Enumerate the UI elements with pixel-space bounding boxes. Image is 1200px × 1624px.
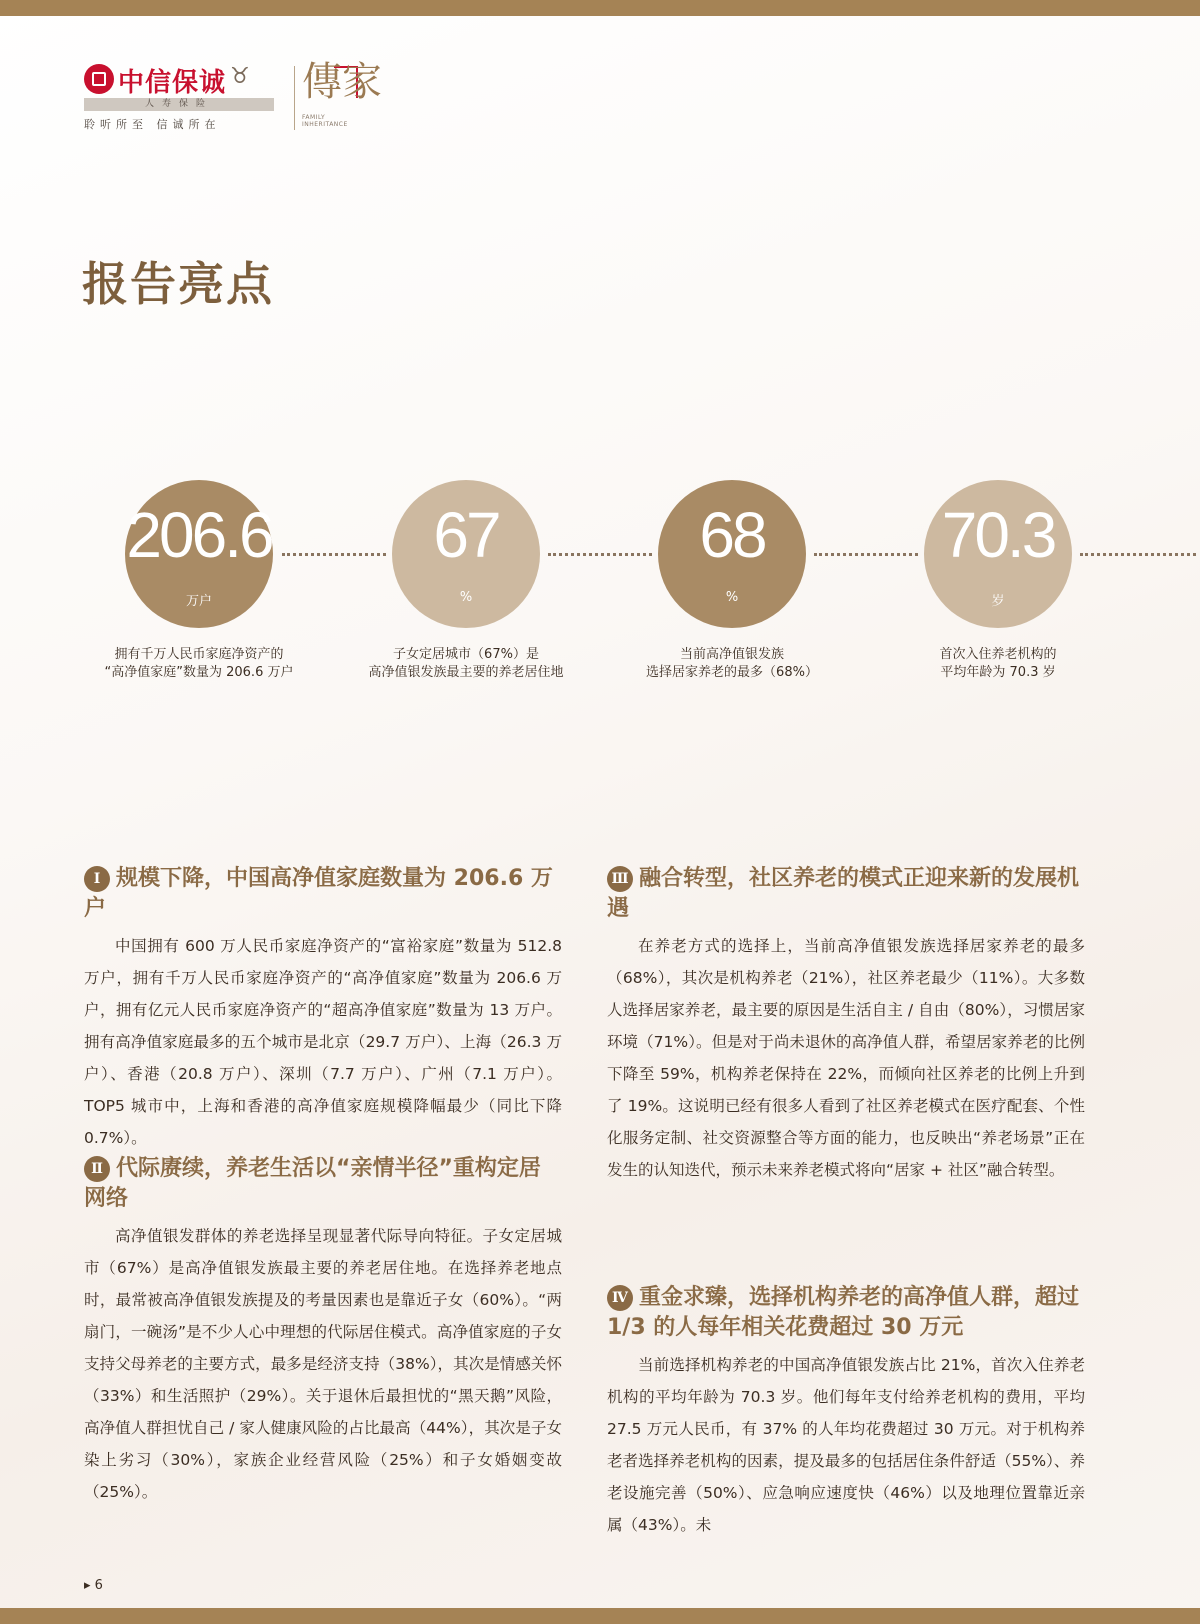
dotted-connector xyxy=(814,553,918,556)
stat-caption xyxy=(69,646,329,682)
section-heading xyxy=(607,1283,1085,1343)
brand-name: 中信保诚 xyxy=(118,68,227,98)
page-number xyxy=(84,1578,103,1593)
header-logo xyxy=(84,59,384,142)
section-title: 重金求臻，选择机构养老的高净值人群，超过 1/3 的人每年相关花费超过 30 万元 xyxy=(607,1285,1080,1340)
stat-value: 206.6 xyxy=(126,499,272,571)
stat-unit: 岁 xyxy=(991,594,1005,609)
caption-line: 平均年龄为 70.3 岁 xyxy=(940,665,1056,680)
page-number-value: 6 xyxy=(94,1578,103,1593)
dotted-connector xyxy=(282,553,386,556)
caption-line: 高净值银发族最主要的养老居住地 xyxy=(368,665,564,680)
inheritance-english: FAMILY INHERITANCE xyxy=(302,114,348,128)
section-heading xyxy=(84,864,562,924)
citic-logo-icon xyxy=(84,64,114,94)
section-scale-decline xyxy=(84,864,562,1154)
ox-emblem-icon: ♉ xyxy=(230,64,250,89)
caption-line: 首次入住养老机构的 xyxy=(939,647,1057,662)
section-institutional-care xyxy=(607,1283,1085,1547)
dotted-connector xyxy=(548,553,652,556)
stat-value: 70.3 xyxy=(941,499,1055,571)
roman-numeral-badge: Ⅲ xyxy=(607,866,633,892)
caption-line: 选择居家养老的最多（68%） xyxy=(646,665,818,680)
section-title: 代际赓续，养老生活以“亲情半径”重构定居网络 xyxy=(84,1156,541,1211)
brand-slogan: 聆听所至 信诚所在 xyxy=(84,118,221,131)
caption-line: “高净值家庭”数量为 206.6 万户 xyxy=(104,665,294,680)
section-generational xyxy=(84,1154,562,1508)
caption-line: 子女定居城市（67%）是 xyxy=(393,647,539,662)
brand-subtitle: 人寿保险 xyxy=(84,98,274,111)
section-body: 在养老方式的选择上，当前高净值银发族选择居家养老的最多（68%），其次是机构养老（21%），社区养老最少（11%）。大多数人选择居家养老，最主要的原因是生活自主 / 自由（80%），习惯居家环境（71%）。但是对于尚未退休的高净值人群，希望居家养老的比例下降至 59%，机构养老保持在 22%，而倾向社区养老的比例上升到了 19%。这说明已经有很多人看到了社区养老模式在医疗配套、个性化服务定制、社交资源整合等方面的能力，也反映出“养老场景”正在发生的认知迭代，预示未来养老模式将向“居家 + 社区”融合转型。 xyxy=(607,937,1085,1179)
roman-numeral-badge: Ⅰ xyxy=(84,866,110,892)
roman-numeral-badge: Ⅳ xyxy=(607,1285,633,1311)
stat-caption xyxy=(602,646,862,682)
stat-unit: % xyxy=(725,590,739,605)
stat-circle-avg-age xyxy=(924,480,1072,628)
inheritance-mark: 傳家 xyxy=(302,59,382,105)
roman-numeral-badge: Ⅱ xyxy=(84,1156,110,1182)
stat-caption xyxy=(868,646,1128,682)
stat-value: 67 xyxy=(433,499,499,571)
section-body: 当前选择机构养老的中国高净值银发族占比 21%，首次入住养老机构的平均年龄为 70.3 岁。他们每年支付给养老机构的费用，平均 27.5 万元人民币，有 37% 的人年均花费超过 30 万元。对于机构养老者选择养老机构的因素，提及最多的包括居住条件舒适（55%）、养老设施完善（50%）、应急响应速度快（46%）以及地理位置靠近亲属（43%）。未 xyxy=(607,1356,1085,1534)
stat-circle-home-care xyxy=(658,480,806,628)
section-title: 规模下降，中国高净值家庭数量为 206.6 万户 xyxy=(84,866,553,921)
stat-value: 68 xyxy=(699,499,765,571)
stat-caption xyxy=(336,646,596,682)
stat-unit: % xyxy=(459,590,473,605)
stat-circle-households xyxy=(125,480,273,628)
stat-circle-children-city xyxy=(392,480,540,628)
section-heading xyxy=(607,864,1085,924)
bottom-accent-bar xyxy=(0,1608,1200,1624)
section-body: 中国拥有 600 万人民币家庭净资产的“富裕家庭”数量为 512.8 万户，拥有千万人民币家庭净资产的“高净值家庭”数量为 206.6 万户，拥有亿元人民币家庭净资产的“超高净值家庭”数量为 13 万户。拥有高净值家庭最多的五个城市是北京（29.7 万户）、上海（26.3 万户）、香港（20.8 万户）、深圳（7.7 万户）、广州（7.1 万户）。TOP5 城市中，上海和香港的高净值家庭规模降幅最少（同比下降 0.7%）。 xyxy=(84,937,562,1147)
caption-line: 当前高净值银发族 xyxy=(679,647,784,662)
section-community-care xyxy=(607,864,1085,1186)
section-heading xyxy=(84,1154,562,1214)
dotted-connector xyxy=(1080,553,1196,556)
logo-divider xyxy=(294,66,295,130)
section-body: 高净值银发群体的养老选择呈现显著代际导向特征。子女定居城市（67%）是高净值银发族最主要的养老居住地。在选择养老地点时，最常被高净值银发族提及的考量因素也是靠近子女（60%）。“两扇门，一碗汤”是不少人心中理想的代际居住模式。高净值家庭的子女支持父母养老的主要方式，最多是经济支持（38%），其次是情感关怀（33%）和生活照护（29%）。关于退休后最担忧的“黑天鹅”风险，高净值人群担忧自己 / 家人健康风险的占比最高（44%），其次是子女染上劣习（30%），家族企业经营风险（25%）和子女婚姻变故（25%）。 xyxy=(84,1227,562,1501)
page-title: 报告亮点 xyxy=(82,257,274,311)
top-accent-bar xyxy=(0,0,1200,16)
play-triangle-icon: ▸ xyxy=(84,1578,91,1593)
stat-unit: 万户 xyxy=(185,594,212,609)
caption-line: 拥有千万人民币家庭净资产的 xyxy=(114,647,284,662)
section-title: 融合转型，社区养老的模式正迎来新的发展机遇 xyxy=(607,866,1080,921)
